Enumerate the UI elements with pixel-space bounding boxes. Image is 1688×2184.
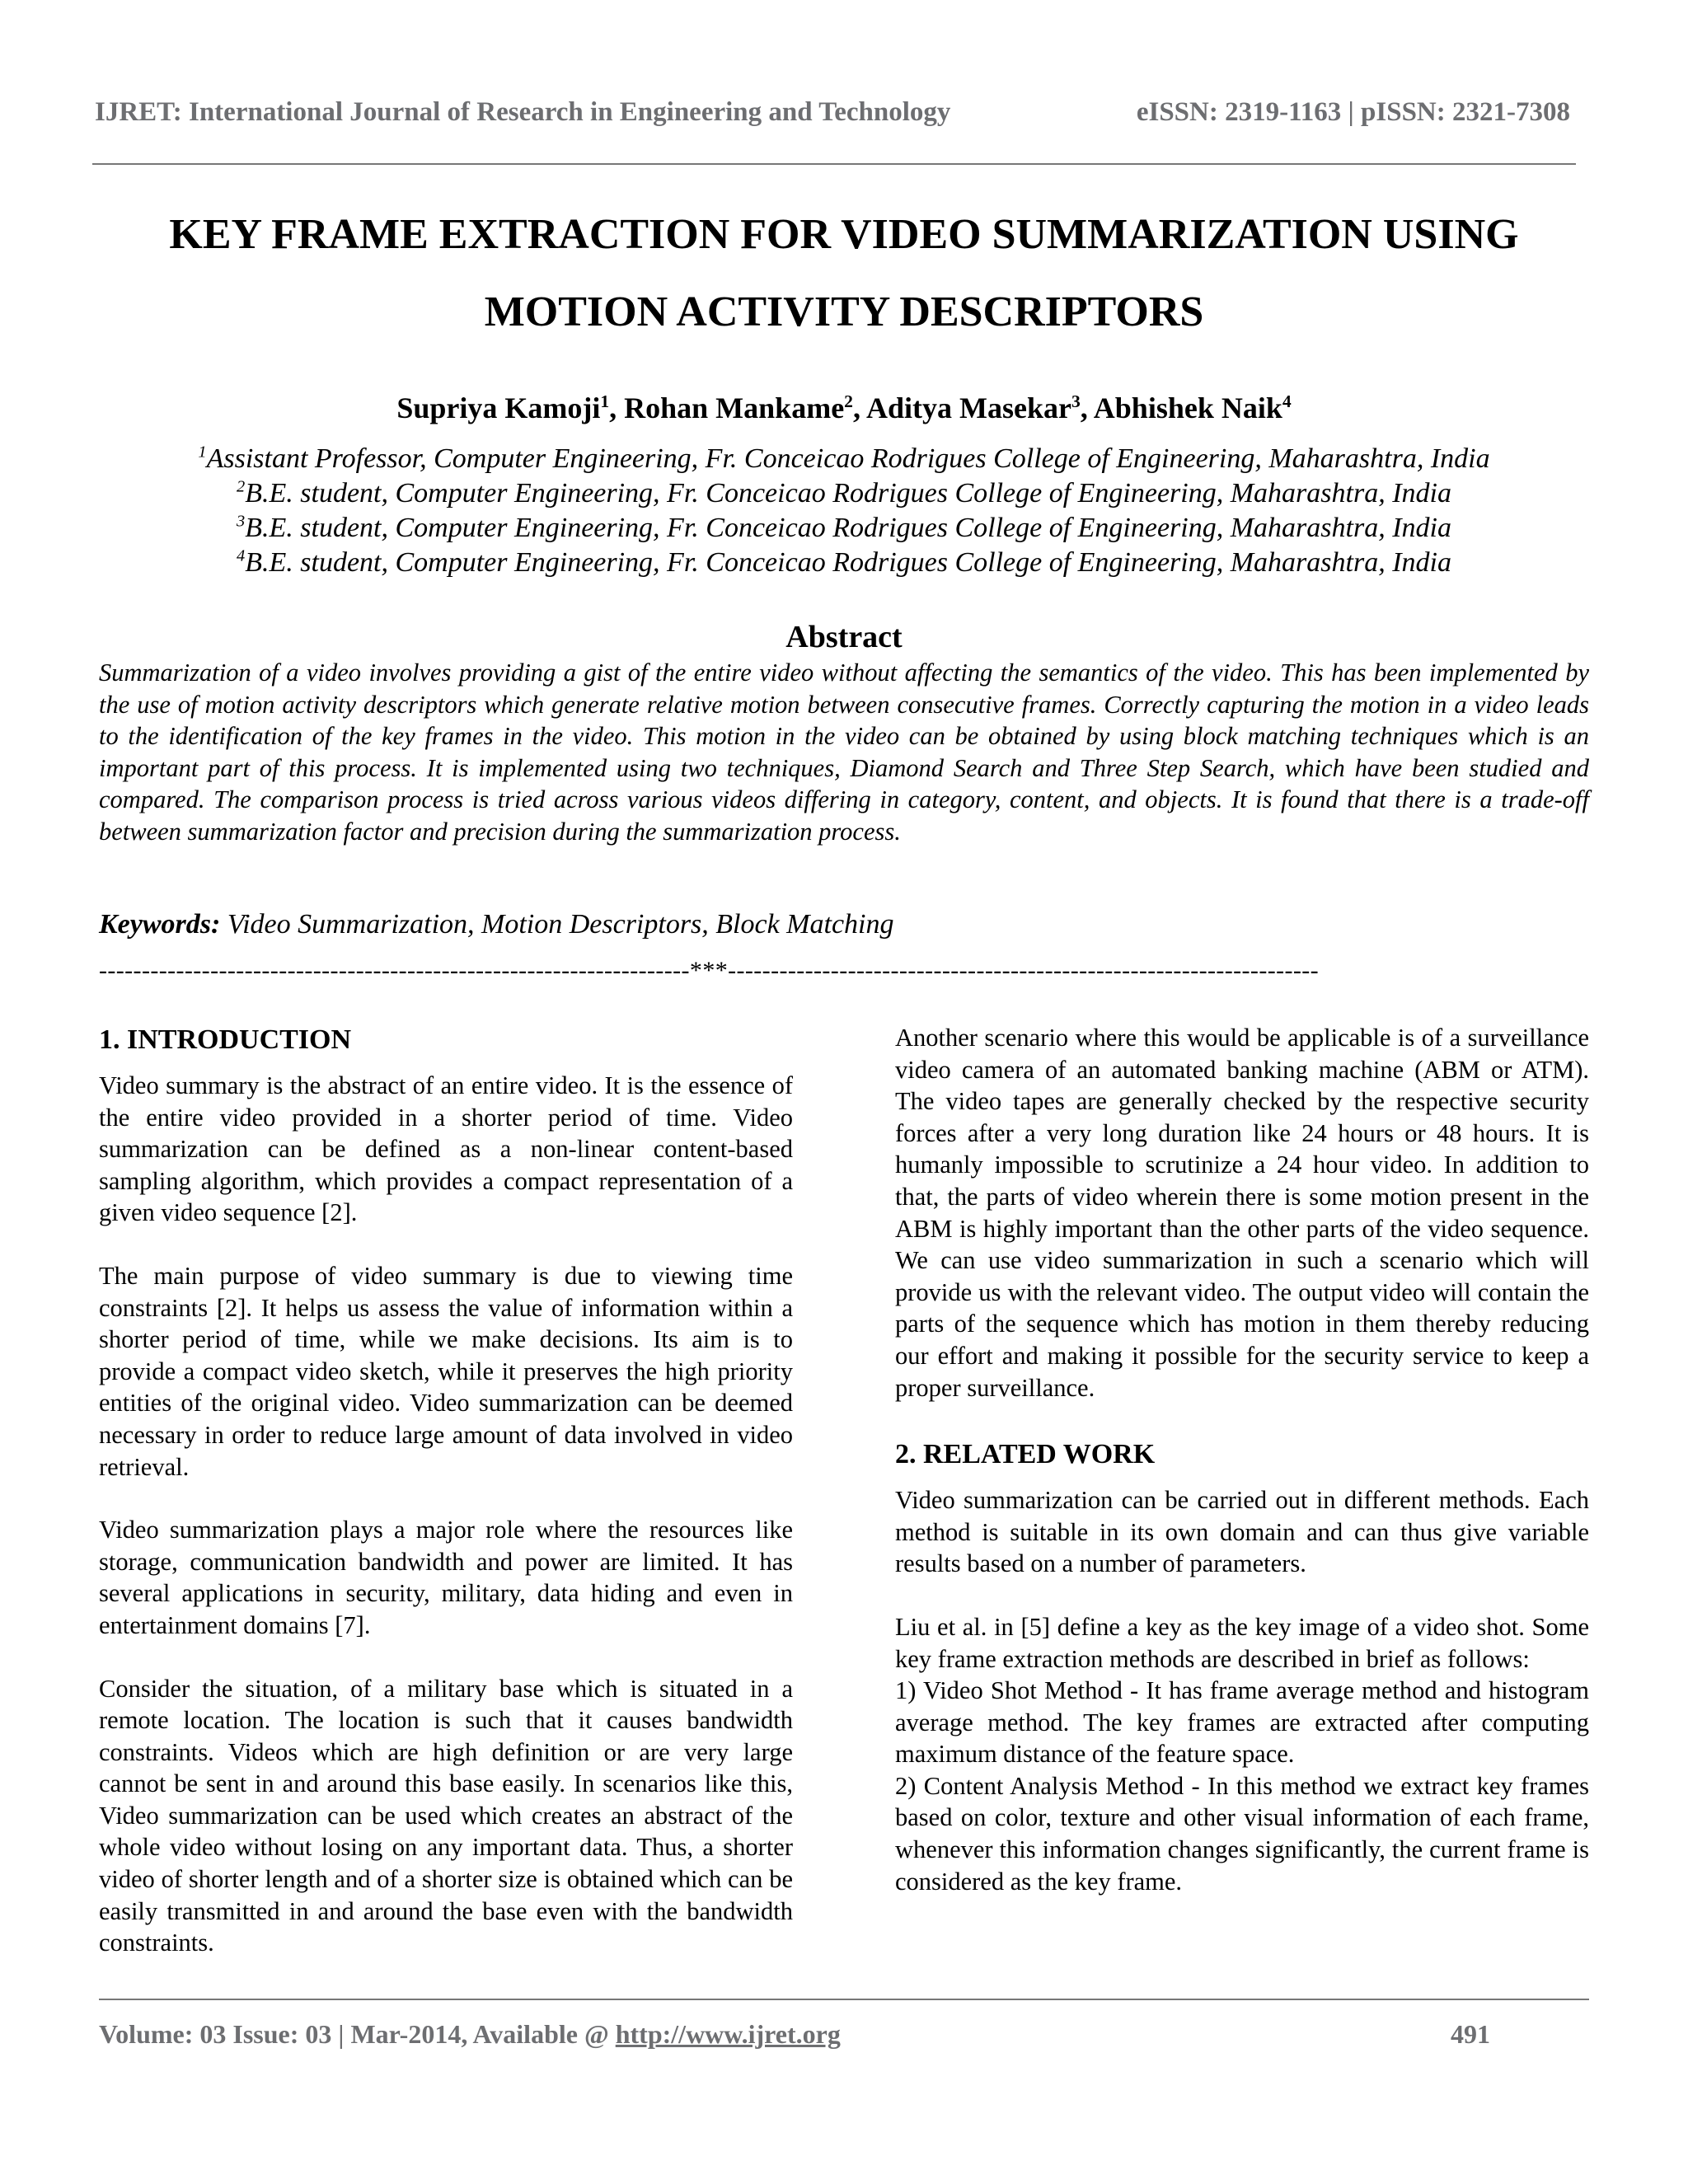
author-sup: 3 bbox=[1071, 391, 1081, 411]
list-item: 2) Content Analysis Method - In this method we extract key frames based on color, texture and other visual information of each frame, whenever this information changes significantly, the current frame is considered as the key frame. bbox=[895, 1771, 1589, 1896]
affiliation-text: B.E. student, Computer Engineering, Fr. Conceicao Rodrigues College of Engineering, Maharashtra, India bbox=[245, 478, 1451, 509]
paragraph: Video summarization plays a major role where the resources like storage, communication bandwidth and power are limited. It has several applications in security, military, data hiding and even in entertainment domains [7]. bbox=[99, 1516, 793, 1639]
page-footer bbox=[99, 2019, 1490, 2055]
section-separator: ---------------------------------------------------------------------***--------------------------------------------------------------------- bbox=[99, 957, 1320, 984]
section-heading-related-work: 2. RELATED WORK bbox=[895, 1439, 1156, 1470]
footer-volume bbox=[99, 2019, 841, 2050]
affiliation bbox=[82, 476, 1606, 511]
journal-link[interactable]: http://www.ijret.org bbox=[615, 2019, 841, 2049]
footer-volume-text: Volume: 03 Issue: 03 | Mar-2014, Available @ bbox=[99, 2019, 616, 2049]
affiliation-sup: 1 bbox=[198, 443, 207, 462]
author-name: Supriya Kamoji bbox=[396, 391, 601, 424]
paragraph: Consider the situation, of a military base which is situated in a remote location. The location is such that it causes bandwidth constraints. Videos which are high definition or are very large cannot be sent in and around this base easily. In scenarios like this, Video summarization can be used which creates an abstract of the whole video without losing on any important data. Thus, a shorter video of shorter length and of a shorter size is obtained which can be easily transmitted in and around the base even with the bandwidth constraints. bbox=[99, 1674, 793, 1957]
page-number: 491 bbox=[1451, 2019, 1490, 2049]
author-sup: 4 bbox=[1282, 391, 1292, 411]
paper-title bbox=[82, 196, 1606, 351]
paragraph: Video summary is the abstract of an entire video. It is the essence of the entire video provided in a shorter period of time. Video summarization can be defined as a non-linear content-based sampling algorithm, which provides a compact representation of a given video sequence [2]. bbox=[99, 1071, 793, 1227]
affiliation-text: B.E. student, Computer Engineering, Fr. Conceicao Rodrigues College of Engineering, Maharashtra, India bbox=[245, 547, 1451, 578]
author-sup: 1 bbox=[600, 391, 610, 411]
author-name: Rohan Mankame bbox=[624, 391, 845, 424]
affiliation-list bbox=[82, 442, 1606, 580]
paragraph: Video summarization can be carried out in different methods. Each method is suitable in its own domain and can thus give variable results based on a number of parameters. bbox=[895, 1486, 1589, 1578]
running-header bbox=[95, 97, 1570, 137]
journal-name: IJRET: International Journal of Research in Engineering and Technology bbox=[95, 97, 951, 127]
paragraph: Another scenario where this would be applicable is of a surveillance video camera of an automated banking machine (ABM or ATM). The video tapes are generally checked by the respective security forces after a very long duration like 24 hours or 48 hours. It is humanly impossible to scrutinize a 24 hour video. In addition to that, the parts of video wherein there is some motion present in the ABM is highly important than the other parts of the video sequence. We can use video summarization in such a scenario which will provide us with the relevant video. The output video will contain the parts of the sequence which has motion in them thereby reducing our effort and making it possible for the security service to keep a proper surveillance. bbox=[895, 1024, 1589, 1402]
title-line-2: MOTION ACTIVITY DESCRIPTORS bbox=[484, 288, 1204, 335]
affiliation bbox=[82, 442, 1606, 476]
left-column bbox=[99, 1022, 793, 1959]
footer-rule bbox=[99, 1999, 1589, 2000]
affiliation bbox=[82, 511, 1606, 546]
author-sup: 2 bbox=[844, 391, 853, 411]
affiliation-text: Assistant Professor, Computer Engineering, Fr. Conceicao Rodrigues College of Engineering, Maharashtra, India bbox=[206, 443, 1490, 474]
paragraph: The main purpose of video summary is due to viewing time constraints [2]. It helps us assess the value of information within a shorter period of time, while we make decisions. Its aim is to provide a compact video sketch, while it preserves the high priority entities of the original video. Video summarization can be deemed necessary in order to reduce large amount of data involved in video retrieval. bbox=[99, 1261, 793, 1481]
keywords-text: Video Summarization, Motion Descriptors, Block Matching bbox=[227, 909, 894, 940]
paragraph: Liu et al. in [5] define a key as the key image of a video shot. Some key frame extraction methods are described in brief as follows: bbox=[895, 1612, 1589, 1673]
abstract-heading: Abstract bbox=[785, 620, 903, 654]
affiliation bbox=[82, 546, 1606, 580]
keywords bbox=[99, 907, 1589, 943]
keywords-label: Keywords: bbox=[99, 909, 221, 940]
right-column bbox=[895, 1022, 1589, 1897]
header-rule bbox=[92, 163, 1576, 165]
affiliation-text: B.E. student, Computer Engineering, Fr. Conceicao Rodrigues College of Engineering, Maharashtra, India bbox=[245, 513, 1451, 543]
issn-text: eISSN: 2319-1163 | pISSN: 2321-7308 bbox=[1136, 97, 1570, 127]
affiliation-sup: 2 bbox=[237, 477, 246, 496]
affiliation-sup: 3 bbox=[237, 512, 246, 531]
section-heading-introduction: 1. INTRODUCTION bbox=[99, 1024, 352, 1055]
author-name: Abhishek Naik bbox=[1093, 391, 1282, 424]
author-name: Aditya Masekar bbox=[865, 391, 1071, 424]
list-item: 1) Video Shot Method - It has frame average method and histogram average method. The key frames are extracted after computing maximum distance of the feature space. bbox=[895, 1676, 1589, 1769]
affiliation-sup: 4 bbox=[237, 546, 246, 565]
author-list: Supriya Kamoji$^1$, Rohan Mankame$^2$, Aditya Masekar$^3$, Abhishek Naik$^4$ bbox=[396, 391, 1292, 424]
title-line-1: KEY FRAME EXTRACTION FOR VIDEO SUMMARIZATION USING bbox=[169, 211, 1519, 258]
abstract-text: Summarization of a video involves providing a gist of the entire video without affecting the semantics of the video. This has been implemented by the use of motion activity descriptors which generate relative motion between consecutive frames. Correctly capturing the motion in a video leads to the identification of the key frames in the video. This motion in the video can be obtained by using block matching techniques which is an important part of this process. It is implemented using two techniques, Diamond Search and Three Step Search, which have been studied and compared. The comparison process is tried across various videos differing in category, content, and objects. It is found that there is a trade-off between summarization factor and precision during the summarization process. bbox=[99, 658, 1589, 846]
